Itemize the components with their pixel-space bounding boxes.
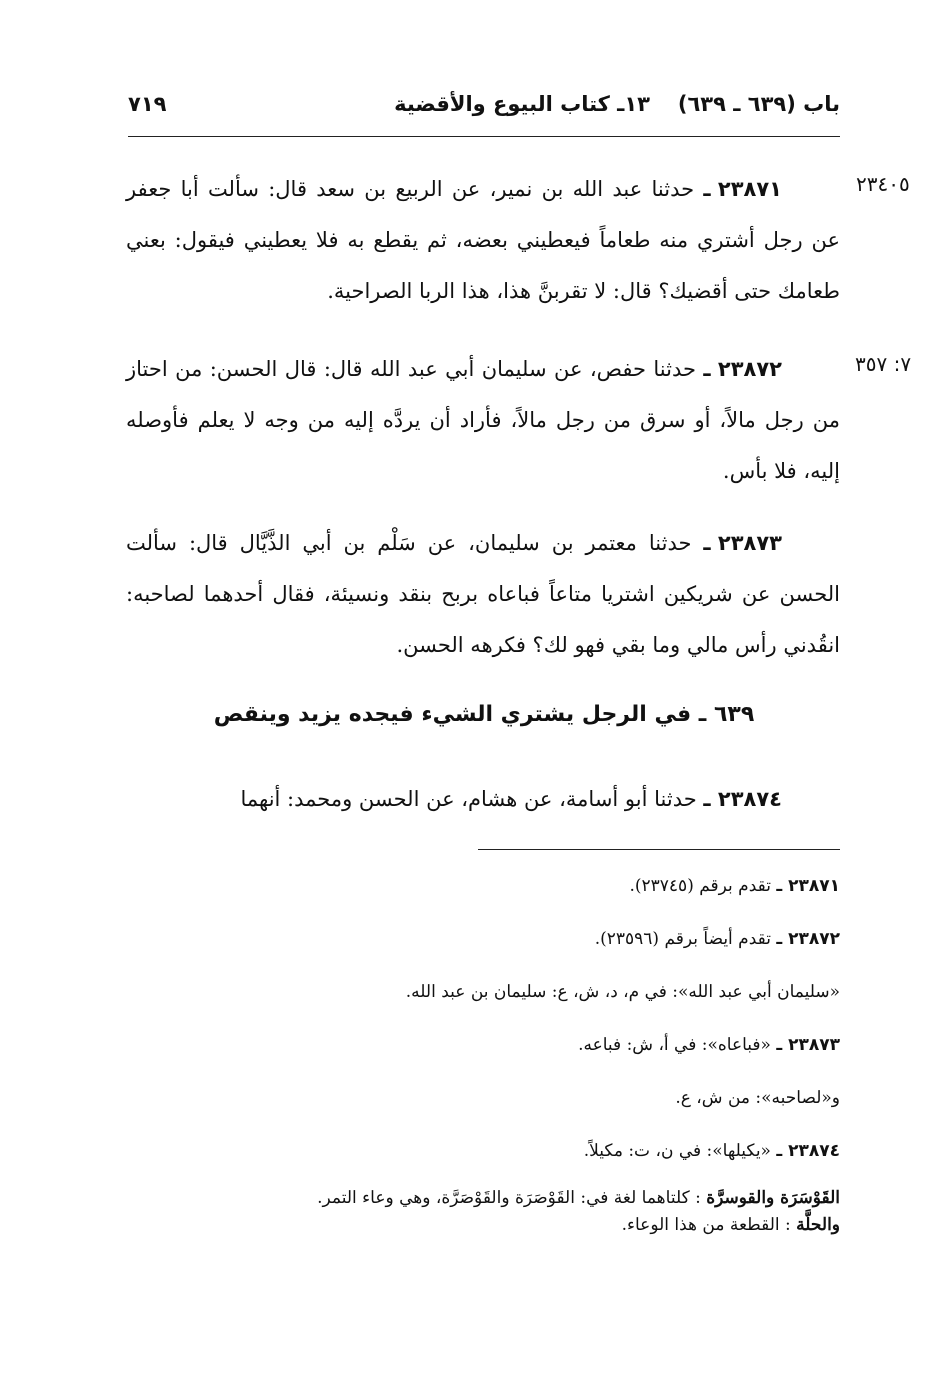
hadith-entry <box>126 164 840 317</box>
gloss-term: القَوْسَرَة والقوسرَّة <box>706 1188 840 1208</box>
footnote-text: و«لصاحبه»: من ش، ع. <box>675 1088 840 1108</box>
footnote <box>128 979 840 1032</box>
hadith-number: ٢٣٨٧١ ـ <box>703 177 782 201</box>
gloss-term: والحلَّة <box>796 1215 840 1235</box>
footnote-number: ٢٣٨٧٤ ـ <box>776 1141 840 1161</box>
hadith-text: حدثنا أبو أسامة، عن هشام، عن الحسن ومحمد: أنهما <box>240 787 697 811</box>
marginal-ref: ٧: ٣٥٧ <box>855 352 912 376</box>
footnote-number: ٢٣٨٧٢ ـ <box>776 929 840 949</box>
book-title: ١٣ـ كتاب البيوع والأقضية <box>394 92 650 116</box>
footnote-number: ٢٣٨٧١ ـ <box>776 876 840 896</box>
hadith-text: حدثنا عبد الله بن نمير، عن الربيع بن سعد قال: سألت أبا جعفر عن رجل أشتري منه طعاماً فيعطيني بعضه، ثم يقطع به فلا يعطيني فيقول: بعني طعامك حتى أقضيك؟ قال: لا تقربنَّ هذا، هذا الربا الصراحية. <box>126 177 840 303</box>
footnote-text: «يكيلها»: في ن، ت: مكيلاً. <box>583 1141 771 1161</box>
hadith-entry <box>126 344 840 497</box>
hadith-entry <box>126 518 840 671</box>
marginal-ref: ٢٣٤٠٥ <box>856 172 910 196</box>
footnote <box>128 873 840 926</box>
footnote-text: تقدم أيضاً برقم (٢٣٥٩٦). <box>594 929 771 949</box>
footnote <box>128 1138 840 1191</box>
header-divider <box>128 136 840 137</box>
chapter-heading: ٦٣٩ ـ في الرجل يشتري الشيء فيجده يزيد وينقص <box>213 702 755 727</box>
footnote-number: ٢٣٨٧٣ ـ <box>776 1035 840 1055</box>
footnote-divider <box>478 849 840 850</box>
footnote-text: تقدم برقم (٢٣٧٤٥). <box>629 876 771 896</box>
footnote <box>128 926 840 979</box>
hadith-text: حدثنا حفص، عن سليمان أبي عبد الله قال: قال الحسن: من احتاز من رجل مالاً، أو سرق من رجل مالاً، فأراد أن يردَّه إليه من وجه لا يعلم فأوصله إليه، فلا بأس. <box>126 357 840 483</box>
hadith-number: ٢٣٨٧٣ ـ <box>703 531 782 555</box>
gloss-definition: : القطعة من هذا الوعاء. <box>621 1215 791 1235</box>
footnote <box>128 1085 840 1138</box>
chapter-range: باب (٦٣٩ ـ ٦٣٩) <box>677 92 840 116</box>
glossary-note <box>128 1185 840 1239</box>
page-number: ٧١٩ <box>128 92 167 116</box>
hadith-number: ٢٣٨٧٤ ـ <box>703 787 782 811</box>
footnote-text: «سليمان أبي عبد الله»: في م، د، ش، ع: سليمان بن عبد الله. <box>405 982 840 1002</box>
footnote-text: «فباعاه»: في أ، ش: فباعه. <box>578 1035 771 1055</box>
hadith-text: حدثنا معتمر بن سليمان، عن سَلْم بن أبي الذَّيَّال قال: سألت الحسن عن شريكين اشتريا متاعاً فباعاه بربح بنقد ونسيئة، فقال أحدهما لصاحبه: انقُدني رأس مالي وما بقي فهو لك؟ فكرهه الحسن. <box>126 531 840 657</box>
footnote <box>128 1032 840 1085</box>
running-header <box>128 88 840 128</box>
hadith-number: ٢٣٨٧٢ ـ <box>703 357 782 381</box>
hadith-entry <box>126 774 840 825</box>
gloss-definition: : كلتاهما لغة في: القَوْصَرَة والقَوْصَرَّة، وهي وعاء التمر. <box>317 1188 701 1208</box>
footnotes <box>128 873 840 1239</box>
